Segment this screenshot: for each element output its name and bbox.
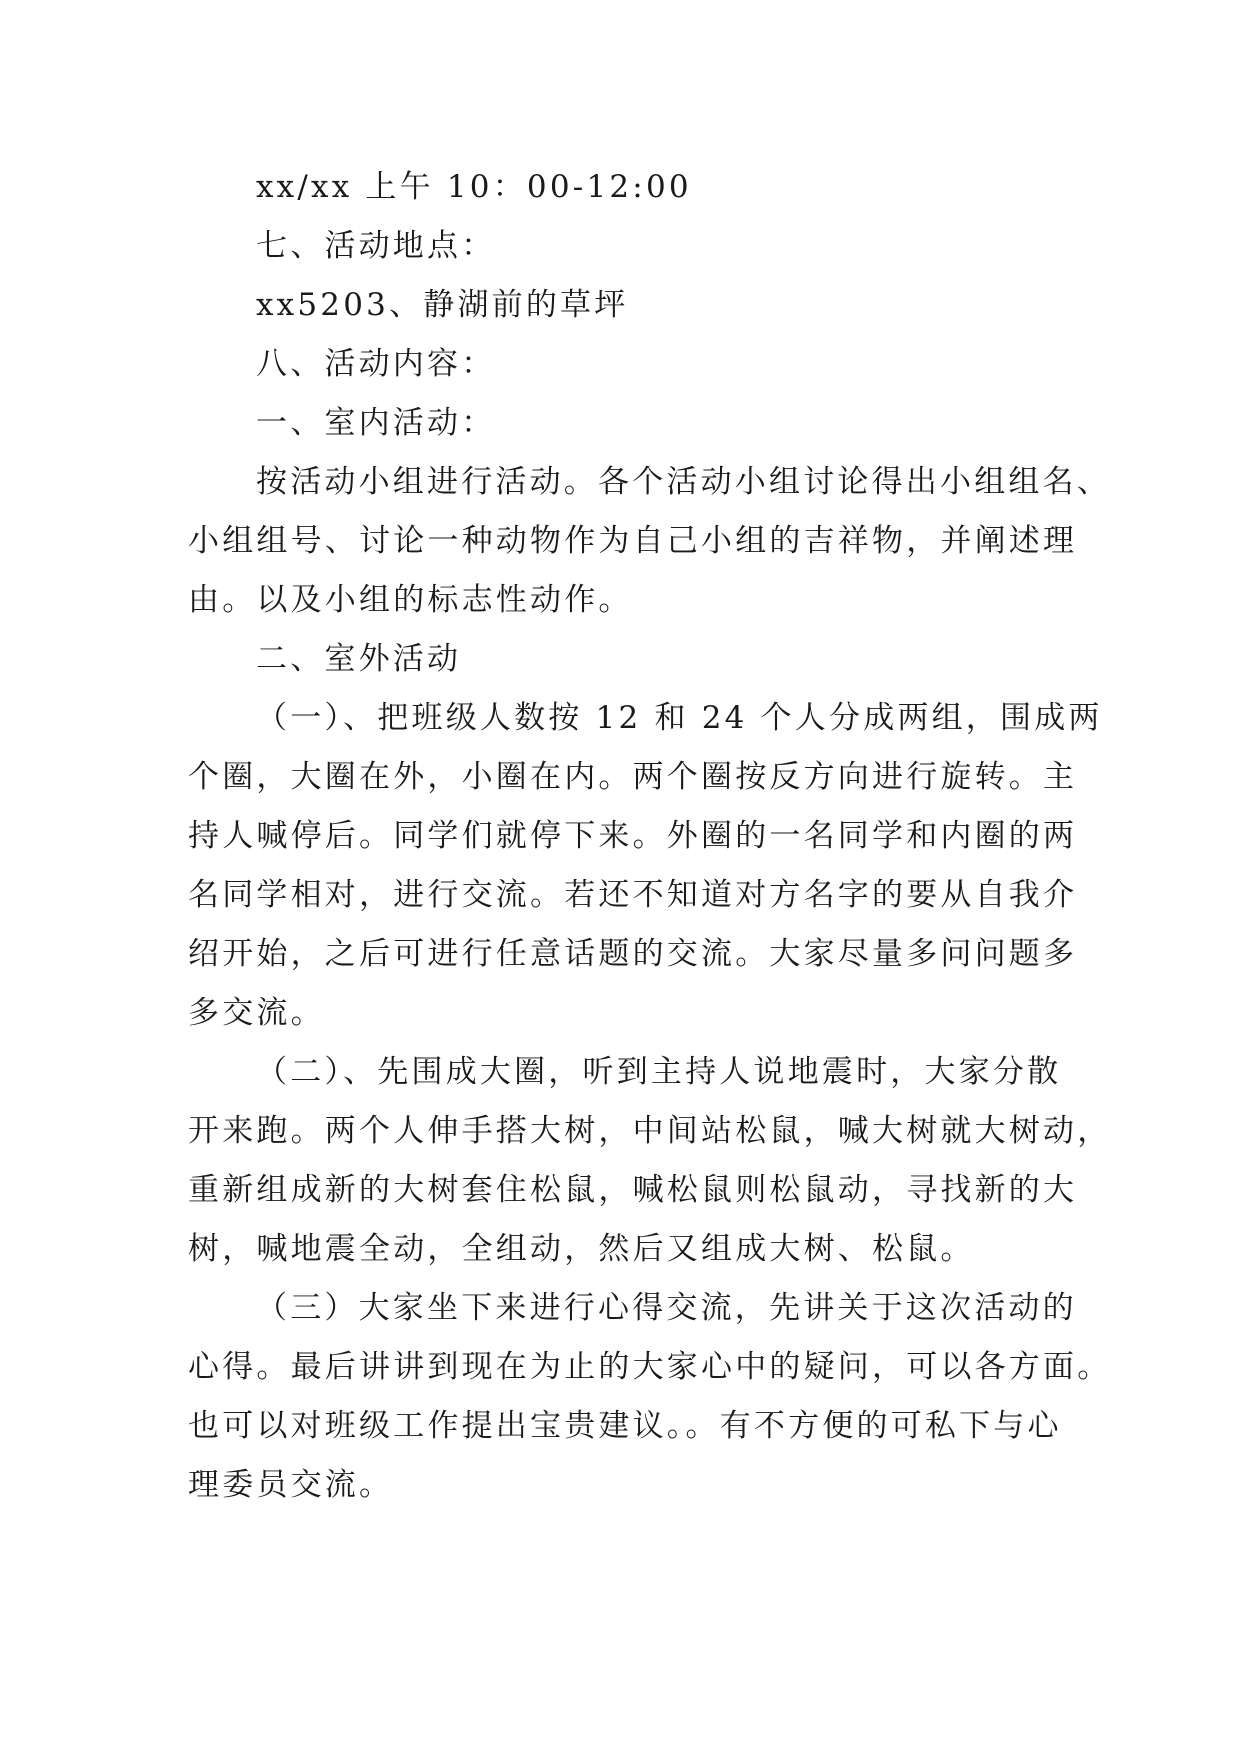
paragraph-outdoor-part-2 [188, 1043, 1112, 1279]
paragraph-line: 由。以及小组的标志性动作。 [188, 582, 633, 618]
paragraph-line: 持人喊停后。同学们就停下来。外圈的一名同学和内圈的两 [188, 818, 1078, 854]
paragraph-indoor-activity [188, 453, 1111, 630]
paragraph-line: 名同学相对，进行交流。若还不知道对方名字的要从自我介 [188, 877, 1078, 913]
paragraph-line: 重新组成新的大树套住松鼠，喊松鼠则松鼠动，寻找新的大 [188, 1172, 1078, 1208]
document-body [188, 158, 1112, 1515]
paragraph-line: 心得。最后讲讲到现在为止的大家心中的疑问，可以各方面。 [188, 1349, 1112, 1385]
paragraph-line: 树，喊地震全动，全组动，然后又组成大树、松鼠。 [188, 1231, 975, 1267]
paragraph-line: 二、室外活动 [256, 641, 462, 677]
paragraph-line: 按活动小组进行活动。各个活动小组讨论得出小组组名、 [256, 464, 1111, 500]
paragraph-line: 小组组号、讨论一种动物作为自己小组的吉祥物，并阐述理 [188, 523, 1078, 559]
paragraph-line: 个圈，大圈在外，小圈在内。两个圈按反方向进行旋转。主 [188, 759, 1078, 795]
activity-time: xx/xx 上午 10：00-12:00 [256, 169, 692, 205]
section-heading-content: 八、活动内容： [256, 346, 496, 382]
paragraph-outdoor-part-3 [188, 1279, 1112, 1515]
paragraph-line: （二）、先围成大圈，听到主持人说地震时，大家分散 [256, 1054, 1062, 1090]
paragraph-line: 多交流。 [188, 995, 325, 1031]
paragraph-line: 理委员交流。 [188, 1467, 394, 1503]
paragraph-line: 开来跑。两个人伸手搭大树，中间站松鼠，喊大树就大树动， [188, 1113, 1112, 1149]
paragraph-line: （三）大家坐下来进行心得交流，先讲关于这次活动的 [256, 1290, 1077, 1326]
paragraph-line: （一）、把班级人数按 12 和 24 个人分成两组，围成两 [256, 700, 1103, 736]
activity-location: xx5203、静湖前的草坪 [256, 287, 629, 323]
paragraph-outdoor-part-1 [188, 689, 1103, 1043]
section-heading-location: 七、活动地点： [256, 228, 496, 264]
paragraph-line: 也可以对班级工作提出宝贵建议。。有不方便的可私下与心 [188, 1408, 1062, 1444]
paragraph-line: 绍开始，之后可进行任意话题的交流。大家尽量多问问题多 [188, 936, 1078, 972]
subsection-heading-outdoor [188, 630, 1058, 689]
subsection-heading-indoor: 一、室内活动： [256, 405, 496, 441]
